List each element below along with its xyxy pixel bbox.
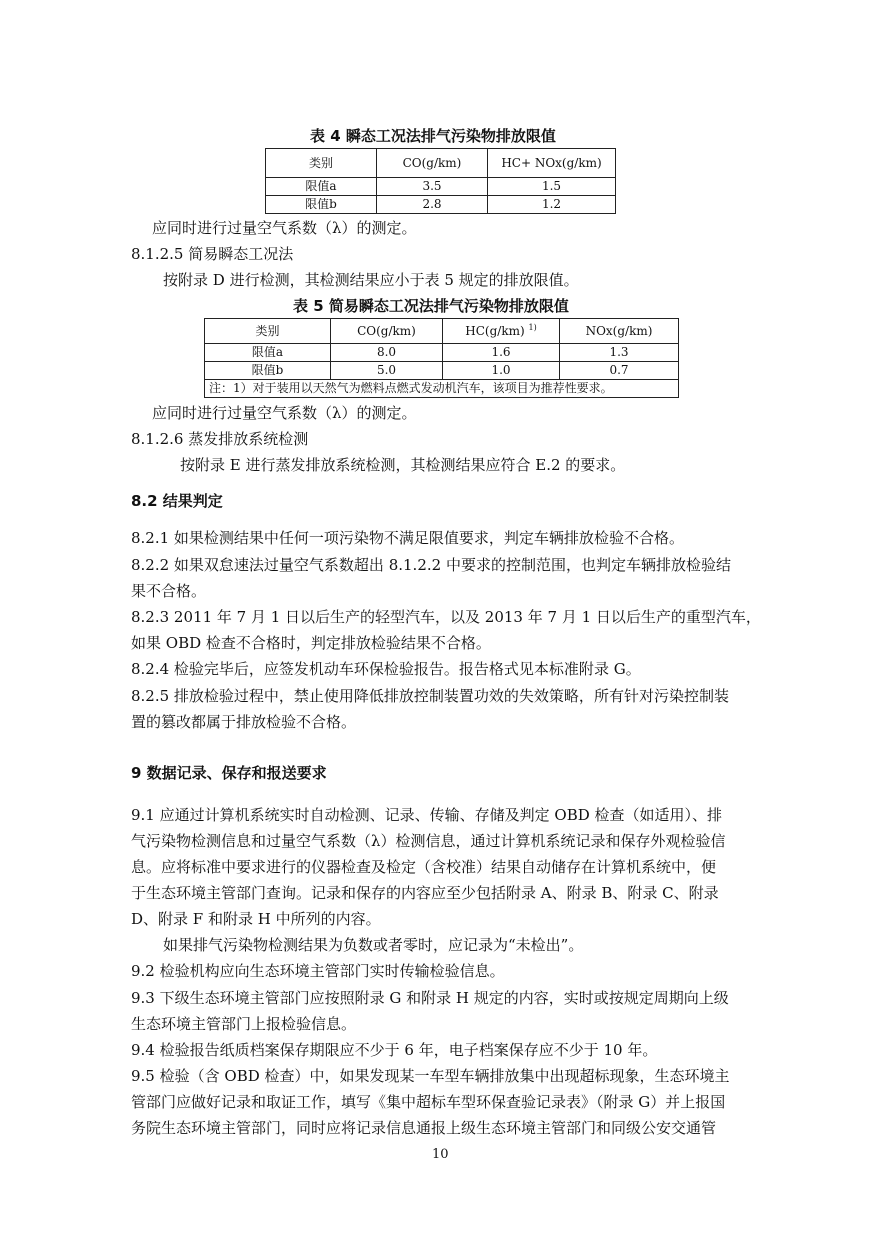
table5-caption: 表 5 简易瞬态工况法排气污染物排放限值	[293, 297, 569, 315]
clause-8-2-5: 8.2.5 排放检验过程中，禁止使用降低排放控制装置功效的失效策略，所有针对污染控制装	[131, 687, 729, 705]
paragraph: 按附录 D 进行检测，其检测结果应小于表 5 规定的排放限值。	[163, 271, 579, 289]
paragraph: 按附录 E 进行蒸发排放系统检测，其检测结果应符合 E.2 的要求。	[180, 456, 626, 474]
table-header-cell: CO(g/km)	[331, 319, 443, 344]
clause-9-1: 于生态环境主管部门查询。记录和保存的内容应至少包括附录 A、附录 B、附录 C、附录	[131, 884, 719, 902]
clause-9-4: 9.4 检验报告纸质档案保存期限应不少于 6 年，电子档案保存应不少于 10 年。	[131, 1041, 658, 1059]
table-cell: 8.0	[331, 344, 443, 362]
clause-9-5: 管部门应做好记录和取证工作，填写《集中超标车型环保查验记录表》（附录 G）并上报国	[131, 1093, 726, 1111]
clause-9-2: 9.2 检验机构应向生态环境主管部门实时传输检验信息。	[131, 962, 505, 980]
clause-9-1: 9.1 应通过计算机系统实时自动检测、记录、传输、存储及判定 OBD 检查（如适用）、排	[131, 806, 723, 824]
table-header-cell: NOx(g/km)	[560, 319, 679, 344]
clause-8-2-1: 8.2.1 如果检测结果中任何一项污染物不满足限值要求，判定车辆排放检验不合格。	[131, 529, 684, 547]
clause-9-1: 气污染物检测信息和过量空气系数（λ）检测信息，通过计算机系统记录和保存外观检验信	[131, 832, 726, 850]
section-heading-8-1-2-5: 8.1.2.5 简易瞬态工况法	[131, 245, 294, 263]
paragraph: 如果排气污染物检测结果为负数或者零时，应记录为“未检出”。	[163, 936, 584, 954]
table-header-cell: 类别	[205, 319, 331, 344]
clause-9-1: 息。应将标准中要求进行的仪器检查及检定（含校准）结果自动储存在计算机系统中，便	[131, 858, 717, 876]
section-heading-8-1-2-6: 8.1.2.6 蒸发排放系统检测	[131, 430, 309, 448]
table-row	[266, 178, 616, 196]
table4-caption: 表 4 瞬态工况法排气污染物排放限值	[310, 127, 556, 145]
table-cell: 5.0	[331, 362, 443, 380]
table-row	[266, 196, 616, 214]
paragraph: 应同时进行过量空气系数（λ）的测定。	[152, 219, 417, 237]
paragraph: 应同时进行过量空气系数（λ）的测定。	[152, 404, 417, 422]
clause-8-2-3: 如果 OBD 检查不合格时，判定排放检验结果不合格。	[131, 634, 491, 652]
table-cell: 3.5	[377, 178, 488, 196]
section-heading-9: 9 数据记录、保存和报送要求	[131, 764, 327, 782]
table-row	[205, 380, 679, 398]
table-note: 注：1）对于装用以天然气为燃料点燃式发动机汽车，该项目为推荐性要求。	[205, 380, 679, 398]
table-header-cell: CO(g/km)	[377, 149, 488, 178]
table-cell: 1.2	[488, 196, 616, 214]
table-cell: 1.5	[488, 178, 616, 196]
table-header-cell: HC+ NOx(g/km)	[488, 149, 616, 178]
clause-9-1: D、附录 F 和附录 H 中所列的内容。	[131, 910, 381, 928]
table5	[204, 318, 679, 398]
table-cell: 限值a	[266, 178, 377, 196]
table-row	[266, 149, 616, 178]
table-header-cell: 类别	[266, 149, 377, 178]
table-row	[205, 344, 679, 362]
table-cell: 1.0	[443, 362, 560, 380]
table-row	[205, 362, 679, 380]
clause-9-3: 9.3 下级生态环境主管部门应按照附录 G 和附录 H 规定的内容，实时或按规定周期向上级	[131, 989, 729, 1007]
table-cell: 限值b	[266, 196, 377, 214]
table-cell: 1.3	[560, 344, 679, 362]
clause-8-2-2: 8.2.2 如果双怠速法过量空气系数超出 8.1.2.2 中要求的控制范围，也判定车辆排放检验结	[131, 556, 731, 574]
clause-9-3: 生态环境主管部门上报检验信息。	[131, 1015, 357, 1033]
table-row	[205, 319, 679, 344]
table-cell: 0.7	[560, 362, 679, 380]
clause-8-2-5: 置的篡改都属于排放检验不合格。	[131, 713, 357, 731]
hc-header: HC(g/km)	[465, 323, 525, 338]
clause-9-5: 务院生态环境主管部门，同时应将记录信息通报上级生态环境主管部门和同级公安交通管	[131, 1119, 717, 1137]
table-cell: 1.6	[443, 344, 560, 362]
clause-9-5: 9.5 检验（含 OBD 检查）中，如果发现某一车型车辆排放集中出现超标现象，生态环境主	[131, 1067, 730, 1085]
table-cell: 限值a	[205, 344, 331, 362]
page-number: 10	[432, 1147, 449, 1162]
section-heading-8-2: 8.2 结果判定	[131, 492, 223, 510]
table4	[265, 148, 616, 214]
clause-8-2-2: 果不合格。	[131, 582, 207, 600]
table-header-cell	[443, 319, 560, 344]
clause-8-2-4: 8.2.4 检验完毕后，应签发机动车环保检验报告。报告格式见本标准附录 G。	[131, 660, 641, 678]
footnote-marker: 1)	[528, 322, 537, 332]
table-cell: 限值b	[205, 362, 331, 380]
clause-8-2-3: 8.2.3 2011 年 7 月 1 日以后生产的轻型汽车，以及 2013 年 7 月 1 日以后生产的重型汽车，	[131, 608, 761, 626]
table-cell: 2.8	[377, 196, 488, 214]
